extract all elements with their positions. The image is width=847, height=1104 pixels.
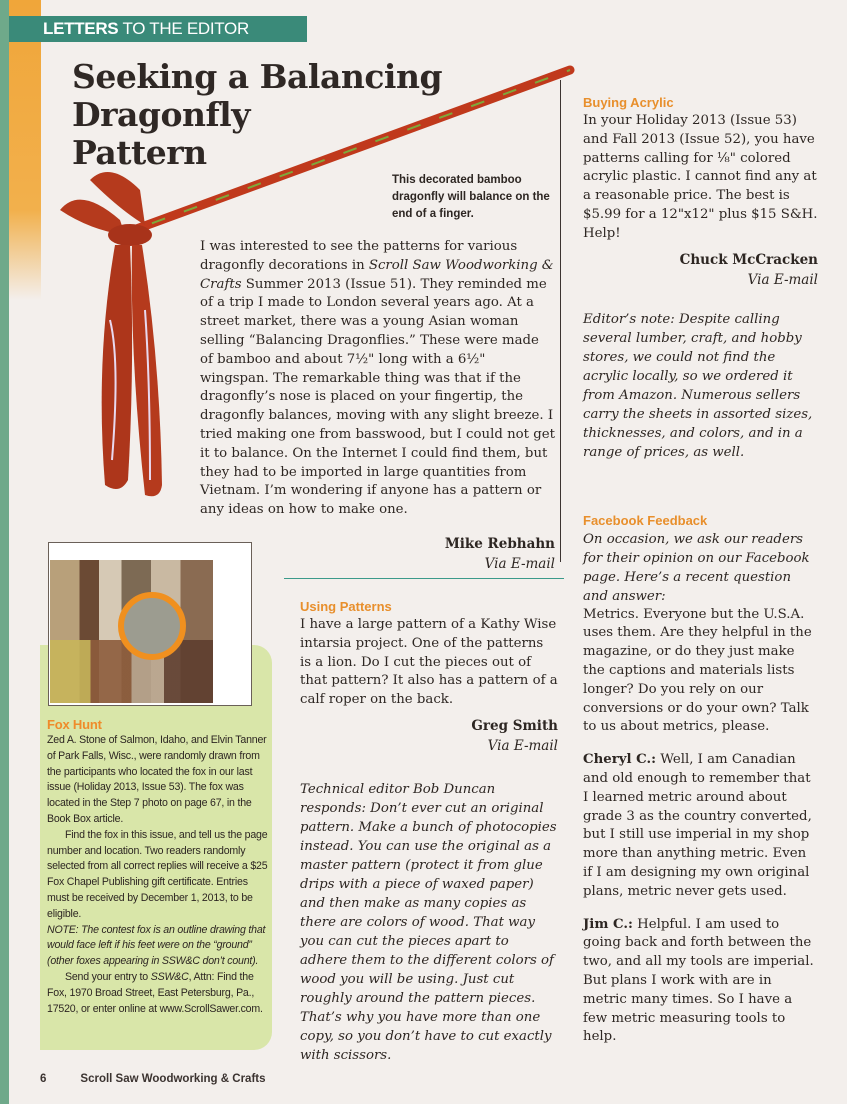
section-divider xyxy=(284,578,564,579)
facebook-feedback-heading: Facebook Feedback xyxy=(583,512,708,528)
text-run: SSW&C xyxy=(150,970,189,983)
right-column xyxy=(583,94,818,1047)
letter-via: Via E-mail xyxy=(487,737,558,754)
buying-acrylic-heading: Buying Acrylic xyxy=(583,95,674,110)
title-line: Pattern xyxy=(72,133,207,172)
text-run: Send your entry to xyxy=(65,970,151,983)
using-patterns-heading: Using Patterns xyxy=(300,599,392,614)
fox-highlight-circle-icon xyxy=(118,592,186,660)
reader-response xyxy=(583,916,818,1048)
page-number: 6 xyxy=(40,1073,47,1085)
magazine-title: Scroll Saw Woodworking & Crafts xyxy=(200,257,554,292)
letter-via: Via E-mail xyxy=(484,555,555,572)
section-label-rest: TO THE EDITOR xyxy=(118,19,249,38)
page-title xyxy=(72,58,472,172)
middle-column xyxy=(300,598,558,1065)
letter-author: Mike Rebhahn xyxy=(444,535,555,552)
buying-acrylic-body: In your Holiday 2013 (Issue 53) and Fall 2013 (Issue 52), you have patterns calling for ⅛" colored acrylic plastic. I cannot find any at a reasonable price. The best is $5.99 for a 12"x12" plus $15 S&H. Help! xyxy=(583,113,818,241)
facebook-intro: On occasion, we ask our readers for their opinion on our Facebook page. Here’s a recent question and answer: xyxy=(583,531,810,604)
fox-hunt-heading: Fox Hunt xyxy=(47,717,102,732)
facebook-question: Metrics. Everyone but the U.S.A. uses them. Are they helpful in the magazine, or do they just make the captions and materials lists longer? Do you rely on our conversions or do your own? Talk to us about metrics, please. xyxy=(583,606,812,735)
responder-name: Jim C.: xyxy=(583,916,633,932)
title-line: Seeking a Balancing xyxy=(72,57,443,96)
section-header xyxy=(9,16,307,42)
orange-margin-strip xyxy=(9,0,41,300)
text-run: Summer 2013 (Issue 51). They reminded me of a trip I made to London several years ago. At a street market, there was a young Asian woman selling “Balancing Dragonflies.” These were made of bamboo and about 7½" long with a 6½" wingspan. The remarkable thing was that if the dragonfly’s nose is placed on your fingertip, the dragonfly balances, moving with any slight breeze. I tried making one from basswood, but I could not get it to balance. On the Internet I could find them, but they had to be imported in large quantities from Vietnam. I’m wondering if anyone has a pattern or any ideas on how to make one. xyxy=(200,276,555,518)
response-text: Well, I am Canadian and old enough to remember that I learned metric around about grade 3 as the country converted, but I still use imperial in my shop more than anything metric. Even if I am designing my own original plans, metric never gets used. xyxy=(583,752,812,899)
fox-hunt-text xyxy=(47,716,269,1017)
editor-response: Technical editor Bob Duncan responds: Don’t ever cut an original pattern. Make a bunch of photocopies instead. You can use the original as a master pattern (protect it from glue drips with a piece of waxed paper) and then make as many copies as there are colors of wood. That way you can cut the pieces apart to adhere them to the different colors of wood you will be using. Just cut roughly around the pattern pieces. That’s why you have more than one copy, so you don’t have to cut exactly with scissors. xyxy=(300,781,557,1063)
fox-hunt-instructions: Find the fox in this issue, and tell us the page number and location. Two readers randomly selected from all correct replies will receive a $25 Fox Chapel Publishing gift certificate. Entries must be received by December 1, 2013, to be eligible. xyxy=(47,828,268,920)
magazine-name: Scroll Saw Woodworking & Crafts xyxy=(80,1073,266,1085)
text-run: I was interested to see the patterns for various dragonfly decorations in xyxy=(200,239,518,273)
title-line: Dragonfly xyxy=(72,95,250,134)
letter-via: Via E-mail xyxy=(747,271,818,288)
section-label-bold: LETTERS xyxy=(43,19,119,38)
reader-response xyxy=(583,751,818,901)
fox-hunt-winners: Zed A. Stone of Salmon, Idaho, and Elvin Tanner of Park Falls, Wisc., were randomly drawn from the participants who located the fox in our last issue (Holiday 2013, Issue 53). The fox was located in the Step 7 photo on page 67, in the Book Box article. xyxy=(47,734,267,825)
letter-author: Greg Smith xyxy=(471,717,558,734)
text-run: , Attn: Find the Fox, 1970 Broad Street, East Petersburg, Pa., 17520, or enter online at www.ScrollSawer.com. xyxy=(47,970,263,1015)
main-letter xyxy=(200,238,555,574)
column-divider xyxy=(560,80,561,562)
letter-author: Chuck McCracken xyxy=(679,251,818,268)
fox-hunt-address xyxy=(47,970,269,1017)
main-letter-body xyxy=(200,238,555,520)
responder-name: Cheryl C.: xyxy=(583,752,657,768)
fox-hunt-note: NOTE: The contest fox is an outline drawing that would face left if his feet were on the “ground” (other foxes appearing in SSW&C don’t count). xyxy=(47,923,266,968)
using-patterns-body: I have a large pattern of a Kathy Wise intarsia project. One of the patterns is a lion. Do I cut the pieces out of that pattern? It also has a pattern of a calf roper on the back. xyxy=(300,617,558,708)
page-edge-stripe xyxy=(0,0,9,1104)
editor-note: Editor’s note: Despite calling several lumber, craft, and hobby stores, we could not find the acrylic locally, so we ordered it from Amazon. Numerous sellers carry the sheets in assorted sizes, thicknesses, and colors, and in a range of prices, as well. xyxy=(583,311,813,460)
page-footer xyxy=(40,1073,266,1085)
photo-caption: This decorated bamboo dragonfly will balance on the end of a finger. xyxy=(392,174,550,220)
response-text: Helpful. I am used to going back and forth between the two, and all my tools are imperial. But plans I work with are in metric many times. So I have a few metric measuring tools to help. xyxy=(583,916,814,1045)
